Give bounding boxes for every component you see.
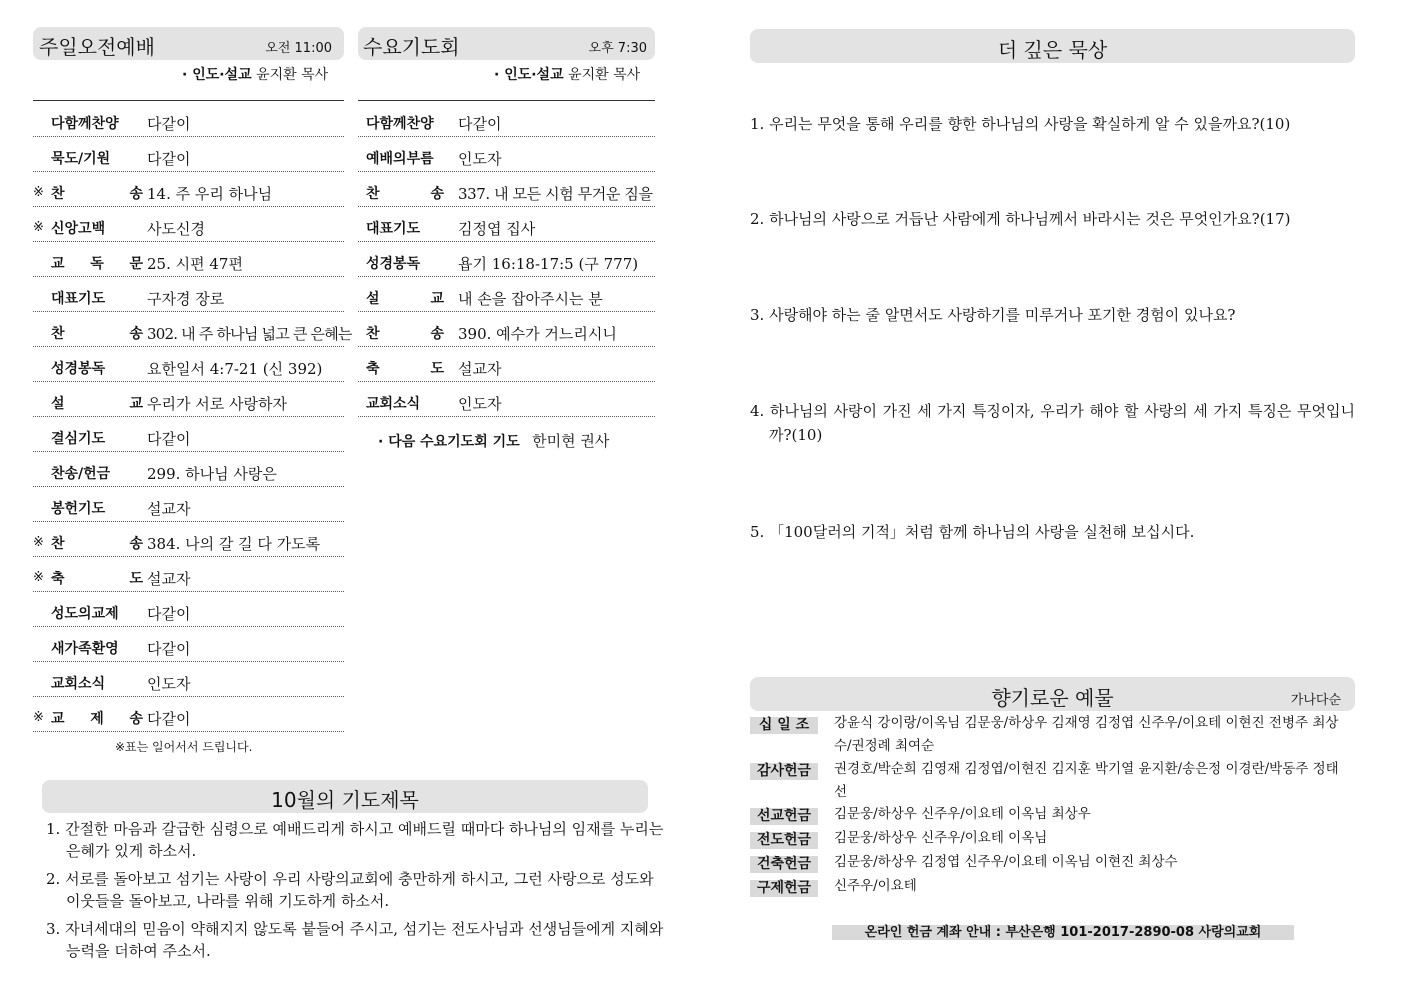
sunday-order-label: 다함께찬양 [51, 116, 119, 132]
sunday-order-label: 찬송/헌금 [51, 466, 111, 482]
sunday-header [33, 27, 344, 60]
sunday-order-row [33, 696, 344, 732]
next-wednesday-prayer [378, 430, 609, 451]
wednesday-order-label: 예배의부름 [366, 151, 434, 167]
sunday-order-value: 다같이 [147, 430, 191, 448]
prayer-item-3: 3. 자녀세대의 믿음이 약해지지 않도록 붙들어 주시고, 섬기는 전도사님과 선생님들에게 지혜와 능력을 더하여 주소서. [46, 920, 664, 960]
sunday-title: 주일오전예배 [39, 35, 155, 59]
sunday-order-row [33, 521, 344, 557]
sunday-order-row [33, 136, 344, 172]
wednesday-order-row [358, 206, 655, 242]
meditation-question-3: 3. 사랑해야 하는 줄 알면서도 사랑하기를 미루거나 포기한 경험이 있나요? [750, 306, 1236, 324]
sunday-order-label: 새가족환영 [51, 641, 119, 657]
sunday-order-label: 설 교 [51, 396, 143, 412]
meditation-question-5: 5. 「100달러의 기적」처럼 함께 하나님의 사랑을 실천해 보십시다. [750, 523, 1195, 541]
wednesday-title: 수요기도회 [363, 35, 460, 59]
wednesday-leader-label: · 인도·설교 [494, 67, 564, 83]
meditation-title: 더 깊은 묵상 [997, 38, 1108, 62]
sunday-order-row [33, 661, 344, 697]
offering-givers: 신주우/이요테 [834, 878, 917, 894]
sunday-order-row [33, 626, 344, 662]
wednesday-order-label: 찬 송 [366, 326, 444, 342]
sunday-order-label: 교 제 송 [51, 711, 143, 727]
wednesday-order-value: 다같이 [458, 115, 502, 133]
offering-givers: 김문웅/하상우 김정엽 신주우/이요테 이옥님 이현진 최상수 [834, 854, 1178, 870]
sunday-standing-note: ※표는 일어서서 드립니다. [115, 740, 253, 754]
wednesday-leader-name: 윤지환 목사 [568, 67, 641, 83]
wednesday-order-row [358, 241, 655, 277]
wednesday-order-value: 내 손을 잡아주시는 분 [458, 290, 603, 308]
sunday-order-label: 대표기도 [51, 291, 106, 307]
sunday-order-value: 구자경 장로 [147, 290, 225, 308]
standing-mark: ※ [33, 570, 44, 585]
wednesday-time: 오후 7:30 [588, 41, 647, 56]
wednesday-order-row [358, 101, 655, 137]
wednesday-order-value: 390. 예수가 거느리시니 [458, 325, 617, 343]
wednesday-order-value: 인도자 [458, 150, 502, 168]
sunday-order-label: 찬 송 [51, 536, 143, 552]
offering-type-label: 십 일 조 [750, 717, 818, 734]
wednesday-order-row [358, 171, 655, 207]
wednesday-order-row [358, 136, 655, 172]
wednesday-order-row [358, 381, 655, 417]
offering-givers: 권경호/박순희 김영재 김정엽/이현진 김지훈 박기열 윤지환/송은정 이경란/박동주 정태선 [834, 761, 1339, 800]
wednesday-order-value: 337. 내 모든 시험 무거운 짐을 [458, 185, 653, 203]
sunday-order-value: 요한일서 4:7-21 (신 392) [147, 360, 323, 378]
offering-type-label: 건축헌금 [750, 856, 818, 873]
sunday-order-row [33, 311, 352, 347]
offering-type-label: 선교헌금 [750, 808, 818, 825]
wednesday-order-row [358, 346, 655, 382]
offering-givers: 김문웅/하상우 신주우/이요테 이옥님 [834, 830, 1048, 846]
prayer-item-1: 1. 간절한 마음과 갈급한 심령으로 예배드리게 하시고 예배드릴 때마다 하나님의 임재를 누리는 은혜가 있게 하소서. [46, 820, 664, 860]
offering-givers: 김문웅/하상우 신주우/이요테 이옥님 최상우 [834, 806, 1091, 822]
next-prayer-name: 한미현 권사 [532, 432, 610, 450]
wednesday-leader [494, 64, 640, 84]
meditation-question-1: 1. 우리는 무엇을 통해 우리를 향한 하나님의 사랑을 확실하게 알 수 있을까요?(10) [750, 115, 1291, 133]
sunday-order-label: 묵도/기원 [51, 151, 111, 167]
sunday-order-value: 다같이 [147, 115, 191, 133]
wednesday-order-row [358, 276, 655, 312]
wednesday-order-label: 성경봉독 [366, 256, 421, 272]
wednesday-order-label: 설 교 [366, 291, 444, 307]
standing-mark: ※ [33, 220, 44, 235]
sunday-order-value: 인도자 [147, 675, 191, 693]
offering-type-label: 감사헌금 [750, 763, 818, 780]
sunday-order-label: 봉헌기도 [51, 501, 106, 517]
sunday-order-label: 교 독 문 [51, 256, 143, 272]
wednesday-header [358, 27, 655, 60]
sunday-leader-label: · 인도·설교 [182, 67, 252, 83]
sunday-order-value: 384. 나의 갈 길 다 가도록 [147, 535, 321, 553]
bank-account-notice: 온라인 헌금 계좌 안내 : 부산은행 101-2017-2890-08 사랑의교회 [832, 925, 1294, 940]
wednesday-order-value: 욥기 16:18-17:5 (구 777) [458, 255, 639, 273]
sunday-leader [182, 64, 328, 84]
standing-mark: ※ [33, 535, 44, 550]
sunday-order-value: 다같이 [147, 605, 191, 623]
meditation-question-2: 2. 하나님의 사랑으로 거듭난 사람에게 하나님께서 바라시는 것은 무엇인가요?(17) [750, 210, 1291, 228]
wednesday-order-row [358, 311, 655, 347]
offering-title: 향기로운 예물 [991, 686, 1114, 710]
sunday-order-label: 찬 송 [51, 186, 143, 202]
sunday-order-row [33, 101, 344, 137]
sunday-order-value: 299. 하나님 사랑은 [147, 465, 277, 483]
sunday-order-row [33, 381, 344, 417]
sunday-order-value: 다같이 [147, 710, 191, 728]
sunday-order-value: 설교자 [147, 500, 191, 518]
sunday-order-row [33, 451, 344, 487]
sunday-order-label: 결심기도 [51, 431, 106, 447]
offering-order-note: 가나다순 [1290, 693, 1341, 708]
sunday-time: 오전 11:00 [265, 41, 332, 56]
wednesday-order-value: 김정엽 집사 [458, 220, 536, 238]
offering-givers: 강윤식 강이랑/이옥님 김문웅/하상우 김재영 김정엽 신주우/이요테 이현진 전병주 최상수/권정례 최여순 [834, 715, 1339, 754]
next-prayer-label: · 다음 수요기도회 기도 [378, 434, 520, 450]
wednesday-order-value: 인도자 [458, 395, 502, 413]
prayer-header [42, 780, 648, 813]
wednesday-order-label: 축 도 [366, 361, 444, 377]
sunday-order-row [33, 416, 344, 452]
sunday-order-value: 다같이 [147, 640, 191, 658]
sunday-order-row [33, 591, 344, 627]
sunday-order-row [33, 241, 344, 277]
sunday-order-value: 302. 내 주 하나님 넓고 큰 은혜는 [147, 325, 352, 343]
sunday-order-label: 교회소식 [51, 676, 106, 692]
standing-mark: ※ [33, 185, 44, 200]
sunday-order-row [33, 346, 344, 382]
meditation-question-4: 4. 하나님의 사랑이 가진 세 가지 특징이자, 우리가 해야 할 사랑의 세 가지 특징은 무엇입니까?(10) [750, 402, 1355, 444]
sunday-order-row [33, 556, 344, 592]
offering-type-label: 전도헌금 [750, 832, 818, 849]
sunday-leader-name: 윤지환 목사 [256, 67, 329, 83]
wednesday-order-label: 대표기도 [366, 221, 421, 237]
sunday-order-value: 다같이 [147, 150, 191, 168]
sunday-order-label: 성도의교제 [51, 606, 119, 622]
wednesday-order-label: 다함께찬양 [366, 116, 434, 132]
sunday-order-label: 찬 송 [51, 326, 143, 342]
sunday-order-row [33, 276, 344, 312]
prayer-title: 10월의 기도제목 [271, 788, 419, 812]
prayer-item-2: 2. 서로를 돌아보고 섬기는 사랑이 우리 사랑의교회에 충만하게 하시고, 그런 사랑으로 성도와 이웃들을 돌아보고, 나라를 위해 기도하게 하소서. [46, 870, 654, 910]
sunday-order-row [33, 206, 344, 242]
sunday-order-value: 우리가 서로 사랑하자 [147, 395, 287, 413]
sunday-order-label: 신앙고백 [51, 221, 106, 237]
sunday-order-value: 사도신경 [147, 220, 205, 238]
sunday-order-value: 설교자 [147, 570, 191, 588]
wednesday-order-label: 찬 송 [366, 186, 444, 202]
standing-mark: ※ [33, 710, 44, 725]
sunday-order-value: 25. 시편 47편 [147, 255, 243, 273]
sunday-order-value: 14. 주 우리 하나님 [147, 185, 273, 203]
sunday-order-label: 축 도 [51, 571, 143, 587]
offering-header [750, 677, 1355, 711]
sunday-order-row [33, 171, 344, 207]
offering-type-label: 구제헌금 [750, 880, 818, 897]
meditation-header [750, 29, 1355, 63]
sunday-order-row [33, 486, 344, 522]
wednesday-order-value: 설교자 [458, 360, 502, 378]
wednesday-order-label: 교회소식 [366, 396, 421, 412]
sunday-order-label: 성경봉독 [51, 361, 106, 377]
